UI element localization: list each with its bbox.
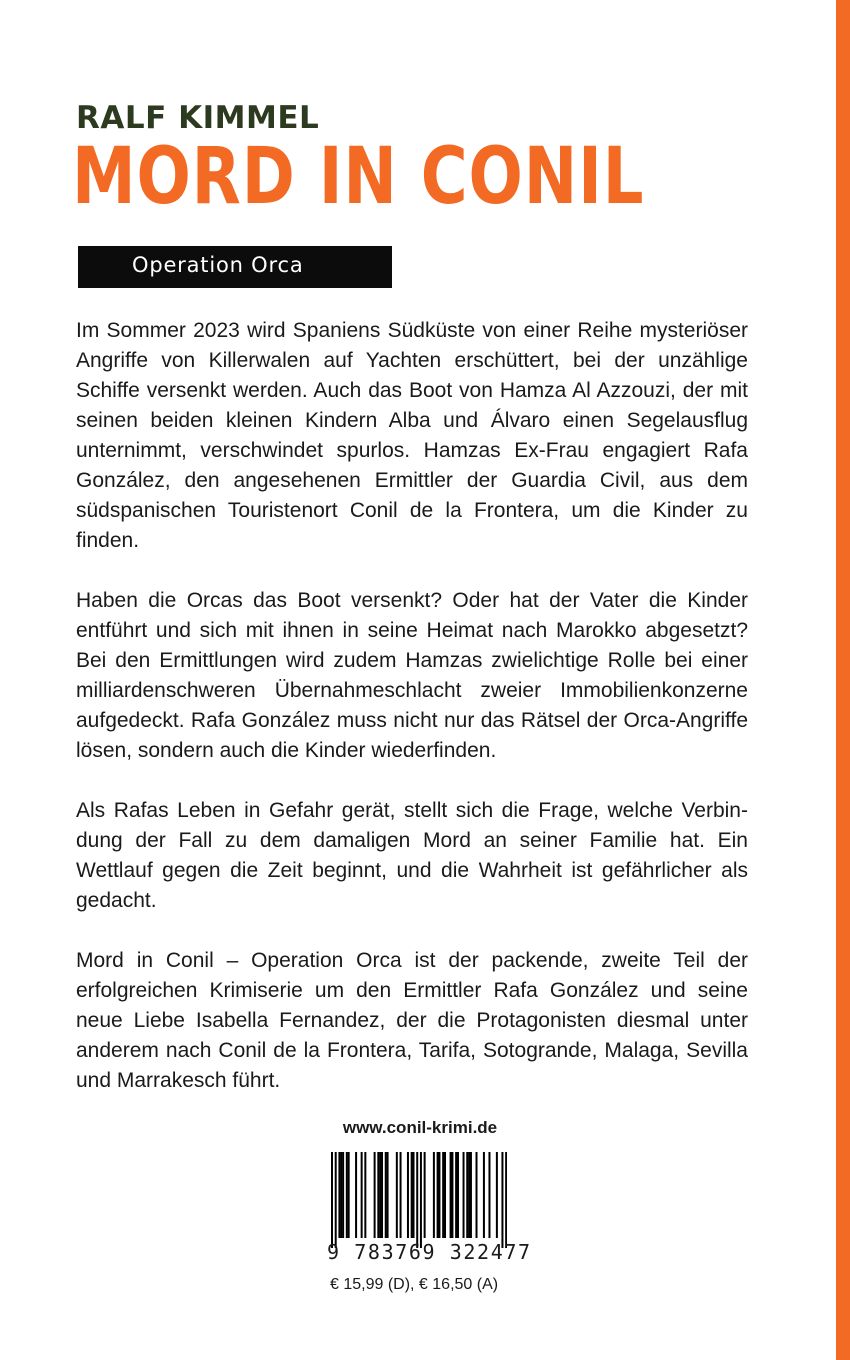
barcode-bar (488, 1152, 490, 1238)
barcode-bar (483, 1152, 485, 1238)
blurb-paragraph-1: Im Sommer 2023 wird Spaniens Südküste von einer Reihe mysteriöser Angriffe von Killerwalen auf Yachten erschüttert, bei der unzählige Schiffe versenkt werden. Auch das Boot von Hamza Al Azzouzi, der mit seinen beiden kleinen Kindern Alba und Álvaro einen Segelausflug unternimmt, verschwindet spurlos. Hamzas Ex-Frau engagiert Rafa González, den angesehenen Ermittler der Guardia Civil, aus dem südspanischen Touristenort Conil de la Frontera, um die Kinder zu finden. (76, 319, 748, 552)
blurb-text (76, 316, 748, 1126)
barcode-bars (331, 1152, 507, 1248)
book-subtitle: Operation Orca (132, 253, 304, 277)
barcode-bar (470, 1152, 472, 1238)
barcode-bar (416, 1152, 418, 1248)
author-name: RALF KIMMEL (76, 100, 320, 136)
subtitle-banner (78, 246, 392, 288)
barcode-bar (496, 1152, 498, 1238)
barcode-bar (361, 1152, 363, 1238)
barcode-bar (381, 1152, 383, 1238)
barcode-bar (424, 1152, 426, 1238)
barcode-bar (444, 1152, 446, 1238)
barcode-bar (338, 1152, 340, 1238)
barcode-bar (331, 1152, 333, 1248)
isbn-barcode (331, 1152, 507, 1248)
blurb-paragraph-4: Mord in Conil – Operation Orca ist der packende, zweite Teil der erfolgreichen Krimiserie um den Ermittler Rafa González und seine neue Liebe Isabella Fernandez, der die Protagonisten diesmal unter anderem nach Conil de la Frontera, Tarifa, Sotogrande, Malaga, Sevilla und Marrakesch führt. (76, 949, 748, 1092)
barcode-bar (400, 1152, 402, 1238)
barcode-bar (396, 1152, 398, 1238)
barcode-bar (379, 1152, 381, 1238)
barcode-bar (413, 1152, 415, 1238)
barcode-bar (463, 1152, 465, 1238)
barcode-bar (457, 1152, 459, 1238)
barcode-bar (455, 1152, 457, 1238)
barcode-bar (505, 1152, 507, 1248)
blurb-paragraph-2: Haben die Orcas das Boot versenkt? Oder hat der Vater die Kinder entführt und sich mit ihnen in seine Heimat nach Marokko abgesetzt? Bei den Ermittlungen wird zudem Hamzas zwielichtige Rolle bei einer milliardenschweren Übernahmeschlacht zweier Immobilienkonzerne aufgedeckt. Rafa González muss nicht nur das Rätsel der Orca-Angriffe lösen, sondern auch die Kinder wiederfinden. (76, 589, 748, 762)
barcode-bar (450, 1152, 452, 1238)
barcode-bar (476, 1152, 478, 1238)
barcode-bar (355, 1152, 357, 1238)
barcode-bar (342, 1152, 344, 1238)
price-label: € 15,99 (D), € 16,50 (A) (330, 1276, 499, 1293)
book-title: MORD IN CONIL (72, 132, 645, 222)
website-url: www.conil-krimi.de (342, 1118, 498, 1137)
barcode-bar (377, 1152, 379, 1238)
isbn-number: 9 783769 322477 (327, 1240, 532, 1264)
barcode-bar (407, 1152, 409, 1238)
barcode-bar (348, 1152, 350, 1238)
barcode-bar (468, 1152, 470, 1238)
barcode-bar (385, 1152, 387, 1238)
barcode-bar (442, 1152, 444, 1238)
barcode-bar (346, 1152, 348, 1238)
barcode-bar (335, 1152, 337, 1248)
barcode-bar (340, 1152, 342, 1238)
barcode-bar (451, 1152, 453, 1238)
barcode-bar (433, 1152, 435, 1238)
barcode-bar (411, 1152, 413, 1238)
barcode-bar (437, 1152, 439, 1238)
barcode-bar (374, 1152, 376, 1238)
barcode-bar (501, 1152, 503, 1248)
barcode-bar (420, 1152, 422, 1248)
barcode-bar (387, 1152, 389, 1238)
barcode-bar (466, 1152, 468, 1238)
blurb-paragraph-3: Als Rafas Leben in Gefahr gerät, stellt sich die Frage, welche Verbindung der Fall zu dem damaligen Mord an seiner Familie hat. Ein Wettlauf gegen die Zeit beginnt, und die Wahrheit ist gefährlicher als gedacht. (76, 799, 748, 912)
barcode-bar (364, 1152, 366, 1238)
spine-stripe (836, 0, 850, 1360)
barcode-bar (438, 1152, 440, 1238)
